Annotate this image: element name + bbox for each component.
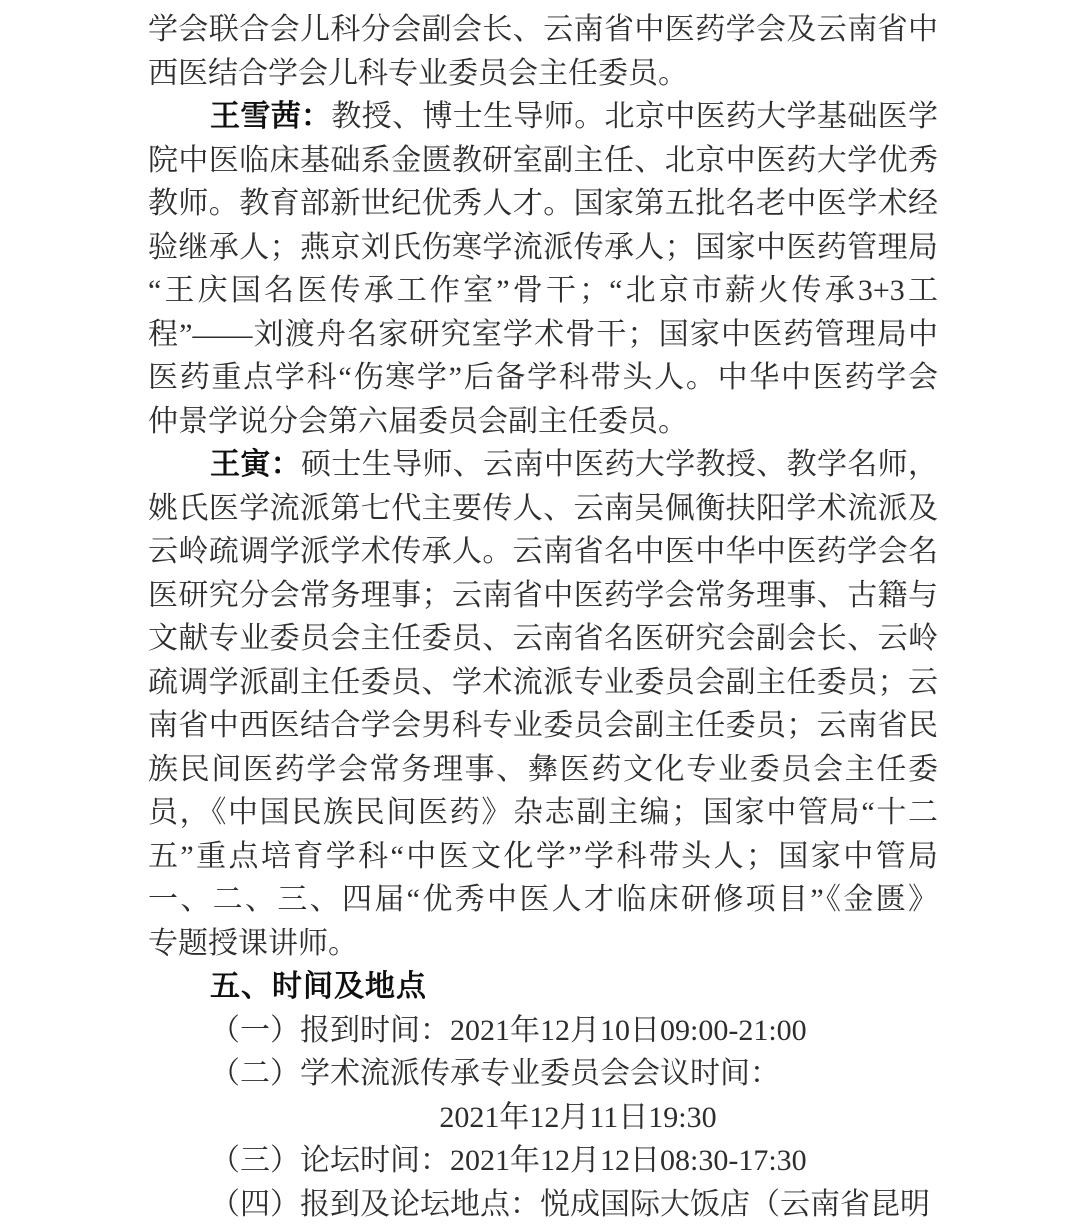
item-line-committee-meeting: （二）学术流派传承专业委员会会议时间： [210, 1057, 780, 1090]
body-line: 验继承人；燕京刘氏伤寒学流派传承人；国家中医药管理局 [148, 230, 938, 264]
body-line: 院中医临床基础系金匮教研室副主任、北京中医药大学优秀 [148, 143, 938, 177]
body-line: 医药重点学科“伤寒学”后备学科带头人。中华中医药学会 [148, 361, 938, 394]
body-line: 员，《中国民族民间医药》杂志副主编；国家中管局“十二 [148, 796, 938, 829]
person-name-wang-xueqian: 王雪茜： [210, 100, 332, 133]
body-line: 仲景学说分会第六届委员会副主任委员。 [148, 404, 688, 438]
text-column [148, 8, 938, 1226]
body-line: 南省中西医结合学会男科专业委员会副主任委员；云南省民 [148, 709, 938, 742]
body-line: 医研究分会常务理事；云南省中医药学会常务理事、古籍与 [148, 578, 938, 612]
body-line: 专题授课讲师。 [148, 926, 358, 960]
body-line: “王庆国名医传承工作室”骨干；“北京市薪火传承3+3工 [148, 274, 938, 307]
item-line-forum-time: （三）论坛时间：2021年12月12日08:30-17:30 [210, 1144, 807, 1177]
body-line: 学会联合会儿科分会副会长、云南省中医药学会及云南省中 [148, 13, 938, 46]
body-line: 文献专业委员会主任委员、云南省名医研究会副会长、云岭 [148, 622, 938, 655]
body-line: 教师。教育部新世纪优秀人才。国家第五批名老中医学术经 [148, 187, 938, 220]
body-line: 姚氏医学流派第七代主要传人、云南吴佩衡扶阳学术流派及 [148, 491, 938, 525]
section-heading: 五、时间及地点 [210, 970, 427, 1003]
paragraph-text: 硕士生导师、云南中医药大学教授、教学名师， [301, 448, 939, 481]
person-name-wang-yin: 王寅： [210, 448, 302, 481]
paragraph-first-line [148, 443, 938, 487]
body-line: 一、二、三、四届“优秀中医人才临床研修项目”《金匮》 [148, 883, 938, 916]
body-line: 程”——刘渡舟名家研究室学术骨干；国家中医药管理局中 [148, 317, 938, 351]
paragraph-first-line [148, 95, 938, 139]
body-line: 五”重点培育学科“中医文化学”学科带头人；国家中管局 [148, 839, 938, 873]
body-line: 西医结合学会儿科专业委员会主任委员。 [148, 56, 688, 90]
paragraph-text: 教授、博士生导师。北京中医药大学基础医学 [331, 100, 939, 133]
body-line: 疏调学派副主任委员、学术流派专业委员会副主任委员；云 [148, 665, 938, 699]
item-line-location: （四）报到及论坛地点：悦成国际大饭店（云南省昆明 [210, 1187, 930, 1221]
body-line: 族民间医药学会常务理事、彝医药文化专业委员会主任委 [148, 752, 938, 786]
meeting-time-line: 2021年12月11日19:30 [439, 1100, 717, 1134]
body-line: 云岭疏调学派学术传承人。云南省名中医中华中医药学会名 [148, 535, 938, 568]
item-line-registration-time: （一）报到时间：2021年12月10日09:00-21:00 [210, 1013, 807, 1047]
